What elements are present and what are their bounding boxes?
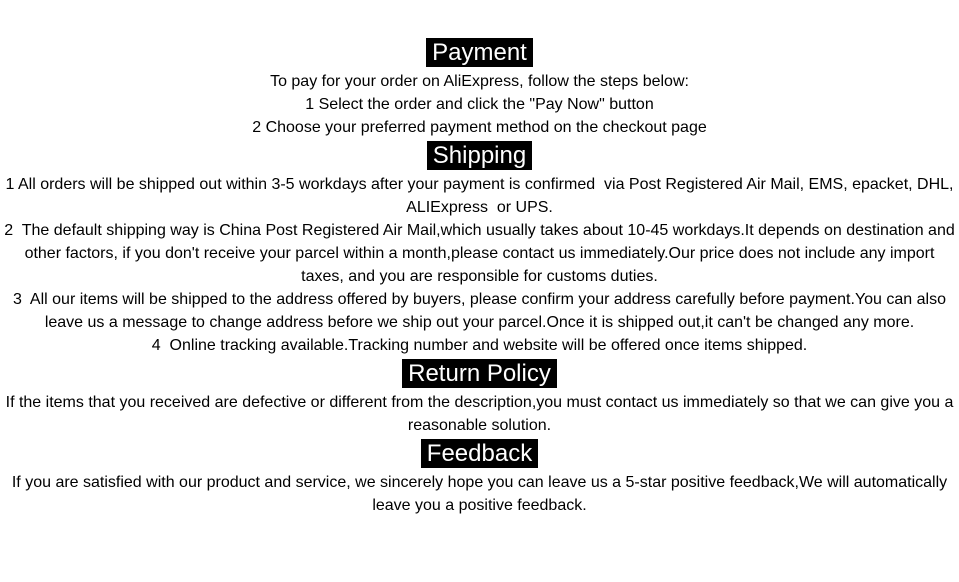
return-policy-header (0, 359, 959, 388)
payment-intro-line: To pay for your order on AliExpress, follow the steps below: (270, 73, 689, 90)
shipping-title: Shipping (427, 141, 532, 170)
section-shipping (0, 141, 959, 357)
shipping-item-1: 1 All orders will be shipped out within 3-5 workdays after your payment is confirmed via Post Registered Air Mail, EMS, epacket, DHL, ALIExpress or UPS. (5, 176, 958, 216)
shipping-item-2: 2 The default shipping way is China Post Registered Air Mail,which usually takes about 10-45 workdays.It depends on destination and other factors, if you don't receive your parcel within a month,please contact us immediately.Our price does not include any import taxes, and you are responsible for customs duties. (4, 222, 959, 285)
shipping-header (0, 141, 959, 170)
feedback-header (0, 439, 959, 468)
section-payment (0, 38, 959, 139)
shipping-item-3: 3 All our items will be shipped to the address offered by buyers, please confirm your address carefully before payment.You can also leave us a message to change address before we ship out your parcel.Once it is shipped out,it can't be changed any more. (13, 291, 951, 331)
feedback-title: Feedback (421, 439, 538, 468)
payment-step-2: 2 Choose your preferred payment method on the checkout page (252, 119, 707, 136)
payment-title: Payment (426, 38, 533, 67)
payment-header (0, 38, 959, 67)
return-policy-text: If the items that you received are defective or different from the description,you must contact us immediately so that we can give you a reasonable solution. (5, 394, 958, 434)
feedback-text: If you are satisfied with our product and service, we sincerely hope you can leave us a 5-star positive feedback,We will automatically leave you a positive feedback. (11, 474, 952, 514)
return-policy-title: Return Policy (402, 359, 557, 388)
shipping-item-4: 4 Online tracking available.Tracking number and website will be offered once items shipped. (151, 337, 808, 354)
section-feedback (0, 439, 959, 517)
payment-step-1: 1 Select the order and click the "Pay Now" button (305, 96, 654, 113)
section-return-policy (0, 359, 959, 437)
